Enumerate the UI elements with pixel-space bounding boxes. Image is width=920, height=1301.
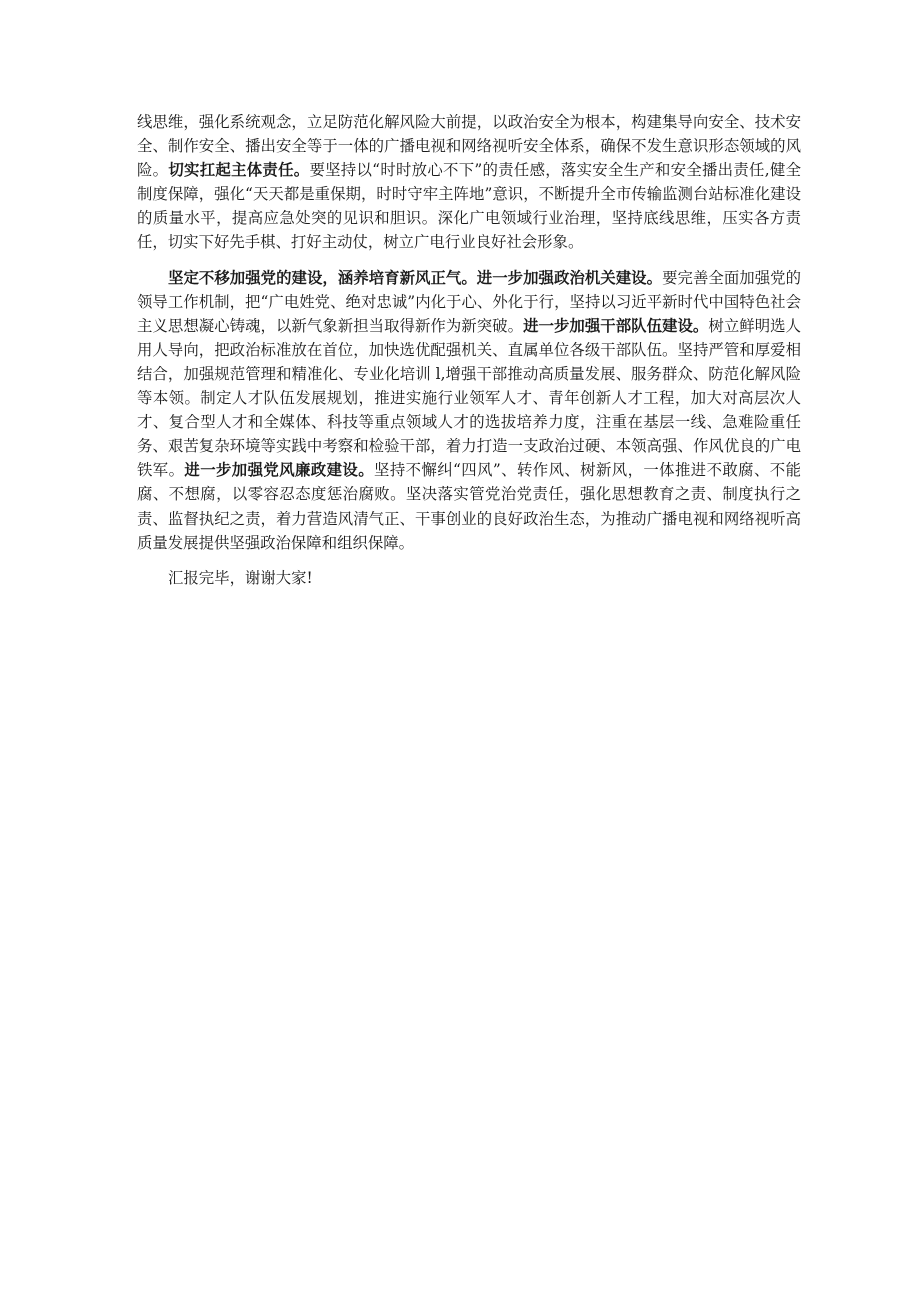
text-segment: 线思维，强化系统观念，立足防范化解风险大前提，以政治安全为根本，构建集导向安全、技术安全、制作安全、播出安全等于一体的广播电视和网络视听安全体系，确保不发生意识形态领域的风险。	[137, 113, 801, 180]
closing-text: 汇报完毕，谢谢大家!	[168, 568, 313, 587]
heading-inline-main-responsibility: 切实扛起主体责任。	[168, 161, 310, 180]
paragraph-party-building	[137, 266, 801, 555]
text-segment: 坚持不懈纠“四风”、转作风、树新风，一体推进不敢腐、不能腐、不想腐，以零容忍态度惩治腐败。坚决落实管党治党责任，强化思想教育之责、制度执行之责、监督执纪之责，着力营造风清气正、干事创业的良好政治生态，为推动广播电视和网络视听高质量发展提供坚强政治保障和组织保障。	[137, 461, 801, 552]
text-segment: 要坚持以“时时放心不下”的责任感，落实安全生产和安全播出责任,健全制度保障，强化“天天都是重保期，时时守牢主阵地”意识，不断提升全市传输监测台站标准化建设的质量水平，提高应急处突的见识和胆识。深化广电领域行业治理，坚持底线思维，压实各方责任，切实下好先手棋、打好主动仗，树立广电行业良好社会形象。	[137, 161, 801, 252]
text-segment: 树立鲜明选人用人导向，把政治标准放在首位，加快选优配强机关、直属单位各级干部队伍。坚持严管和厚爱相结合，加强规范管理和精准化、专业化培训 l,增强干部推动高质量发展、服务群众、防范化解风险等本领。制定人才队伍发展规划，推进实施行业领军人才、青年创新人才工程，加大对高层次人才、复合型人才和全媒体、科技等重点领域人才的选拔培养力度，注重在基层一线、急难险重任务、艰苦复杂环境等实践中考察和检验干部，着力打造一支政治过硬、本领高强、作风优良的广电铁军。	[137, 316, 801, 480]
heading-inline-party-building: 坚定不移加强党的建设，涵养培育新风正气。进一步加强政治机关建设。	[168, 268, 663, 287]
paragraph-closing	[137, 566, 801, 590]
text-segment: 要完善全面加强党的领导工作机制，把“广电姓党、绝对忠诚”内化于心、外化于行，坚持以习近平新时代中国特色社会主义思想凝心铸魂，以新气象新担当取得新作为新突破。	[137, 268, 801, 335]
heading-inline-cadre-team: 进一步加强干部队伍建设。	[523, 316, 709, 335]
heading-inline-integrity: 进一步加强党风廉政建设。	[184, 461, 375, 480]
document-page	[137, 110, 801, 601]
paragraph-security-responsibility	[137, 110, 801, 255]
